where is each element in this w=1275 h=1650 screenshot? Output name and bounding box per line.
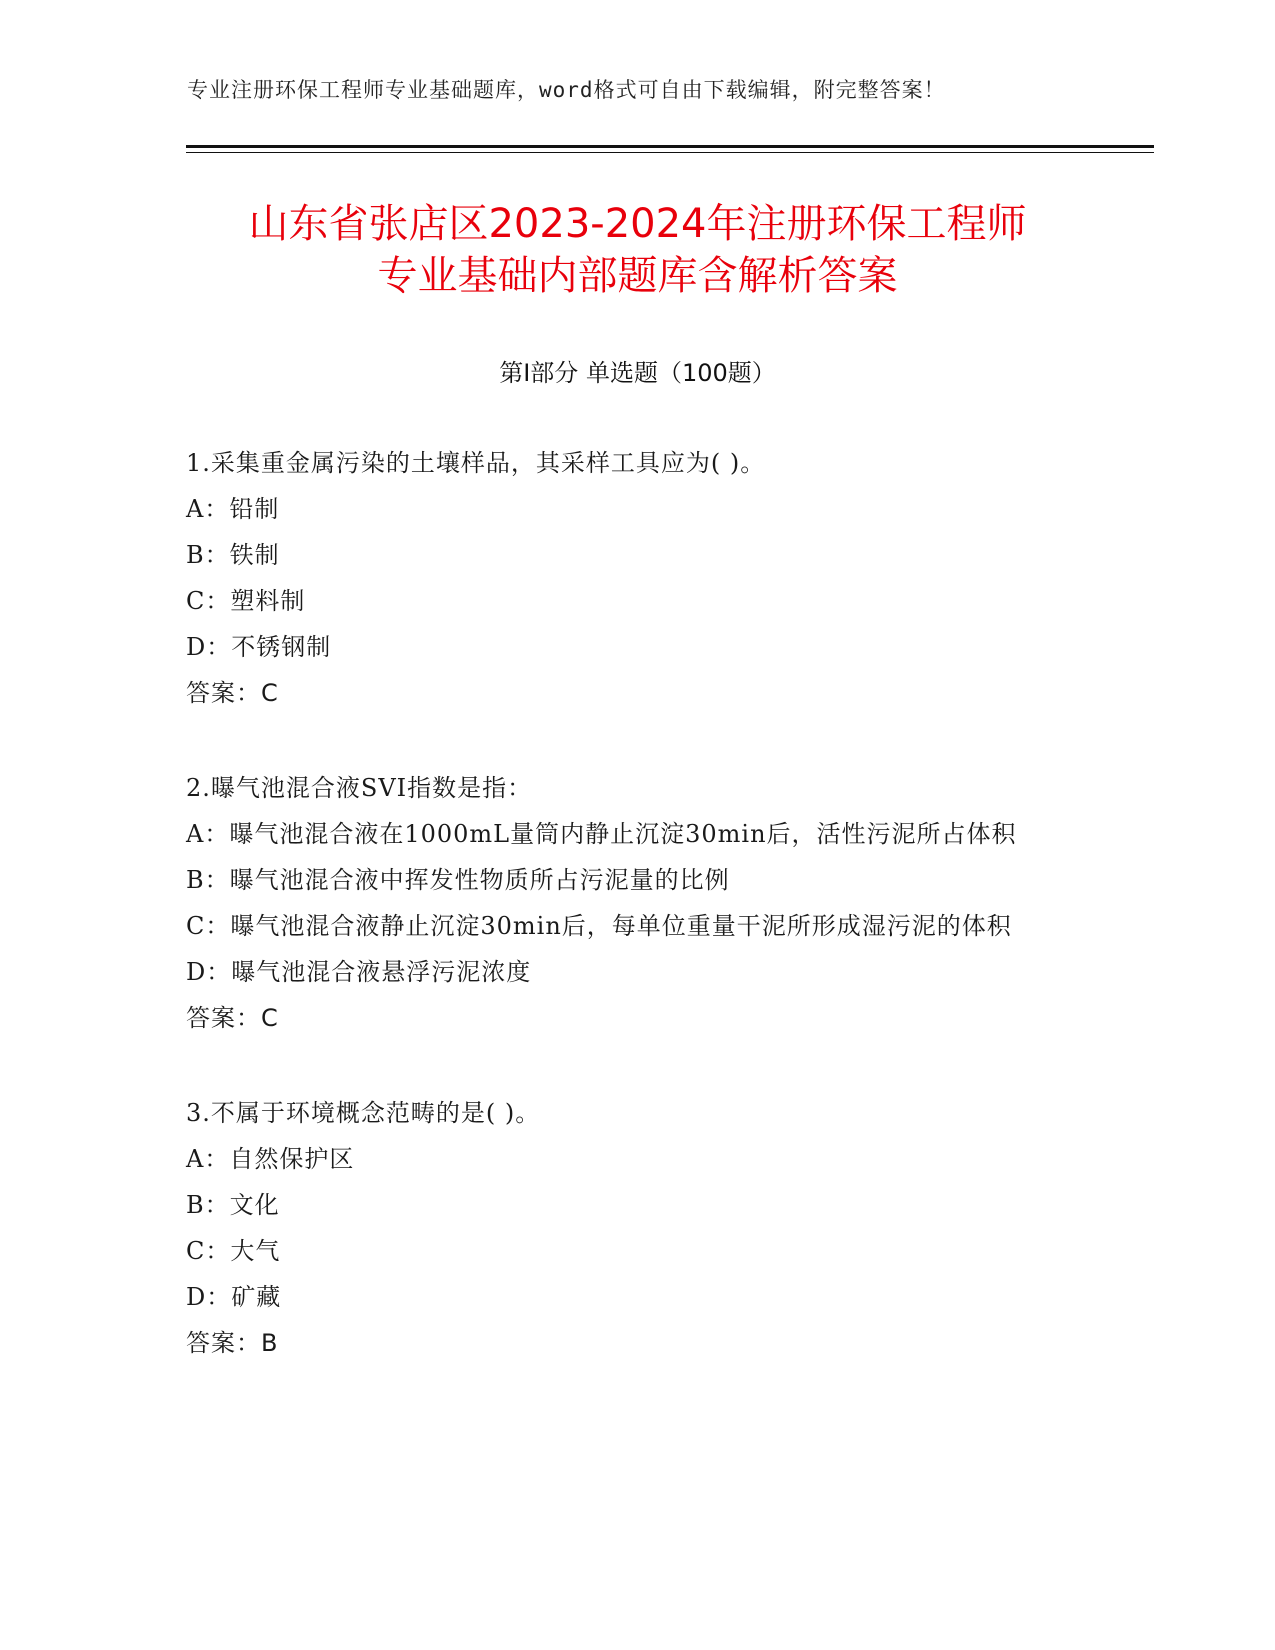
option-b: B：铁制 <box>186 541 280 569</box>
question-list <box>186 440 1086 1415</box>
answer: 答案：C <box>186 679 279 707</box>
question-1 <box>186 440 1086 716</box>
header-rule-thin <box>186 152 1154 153</box>
question-2 <box>186 765 1086 1041</box>
document-title-line-1: 山东省张店区2023-2024年注册环保工程师 <box>248 201 1027 247</box>
document-title-line-2: 专业基础内部题库含解析答案 <box>377 253 898 299</box>
option-d: D：矿藏 <box>186 1283 282 1311</box>
option-b: B：文化 <box>186 1191 280 1219</box>
header-note: 专业注册环保工程师专业基础题库，word格式可自由下载编辑，附完整答案！ <box>187 78 946 102</box>
answer: 答案：B <box>186 1329 279 1357</box>
option-c: C：塑料制 <box>186 587 306 615</box>
option-a: A：铅制 <box>186 495 280 523</box>
option-d: D：曝气池混合液悬浮污泥浓度 <box>186 958 532 986</box>
section-heading: 第Ⅰ部分 单选题（100题） <box>499 359 776 387</box>
option-c: C：曝气池混合液静止沉淀30min后，每单位重量干泥所形成湿污泥的体积 <box>186 912 1012 940</box>
header-rule-thick <box>186 145 1154 148</box>
question-3 <box>186 1090 1086 1366</box>
answer: 答案：C <box>186 1004 279 1032</box>
question-stem: 2.曝气池混合液SVI指数是指： <box>186 774 533 802</box>
question-stem: 3.不属于环境概念范畴的是( )。 <box>186 1099 541 1127</box>
option-a: A：自然保护区 <box>186 1145 355 1173</box>
document-title <box>150 198 1125 302</box>
option-a: A：曝气池混合液在1000mL量筒内静止沉淀30min后，活性污泥所占体积 <box>186 820 1017 848</box>
option-b: B：曝气池混合液中挥发性物质所占污泥量的比例 <box>186 866 730 894</box>
option-d: D：不锈钢制 <box>186 633 332 661</box>
option-c: C：大气 <box>186 1237 281 1265</box>
question-stem: 1.采集重金属污染的土壤样品，其采样工具应为( )。 <box>186 449 766 477</box>
